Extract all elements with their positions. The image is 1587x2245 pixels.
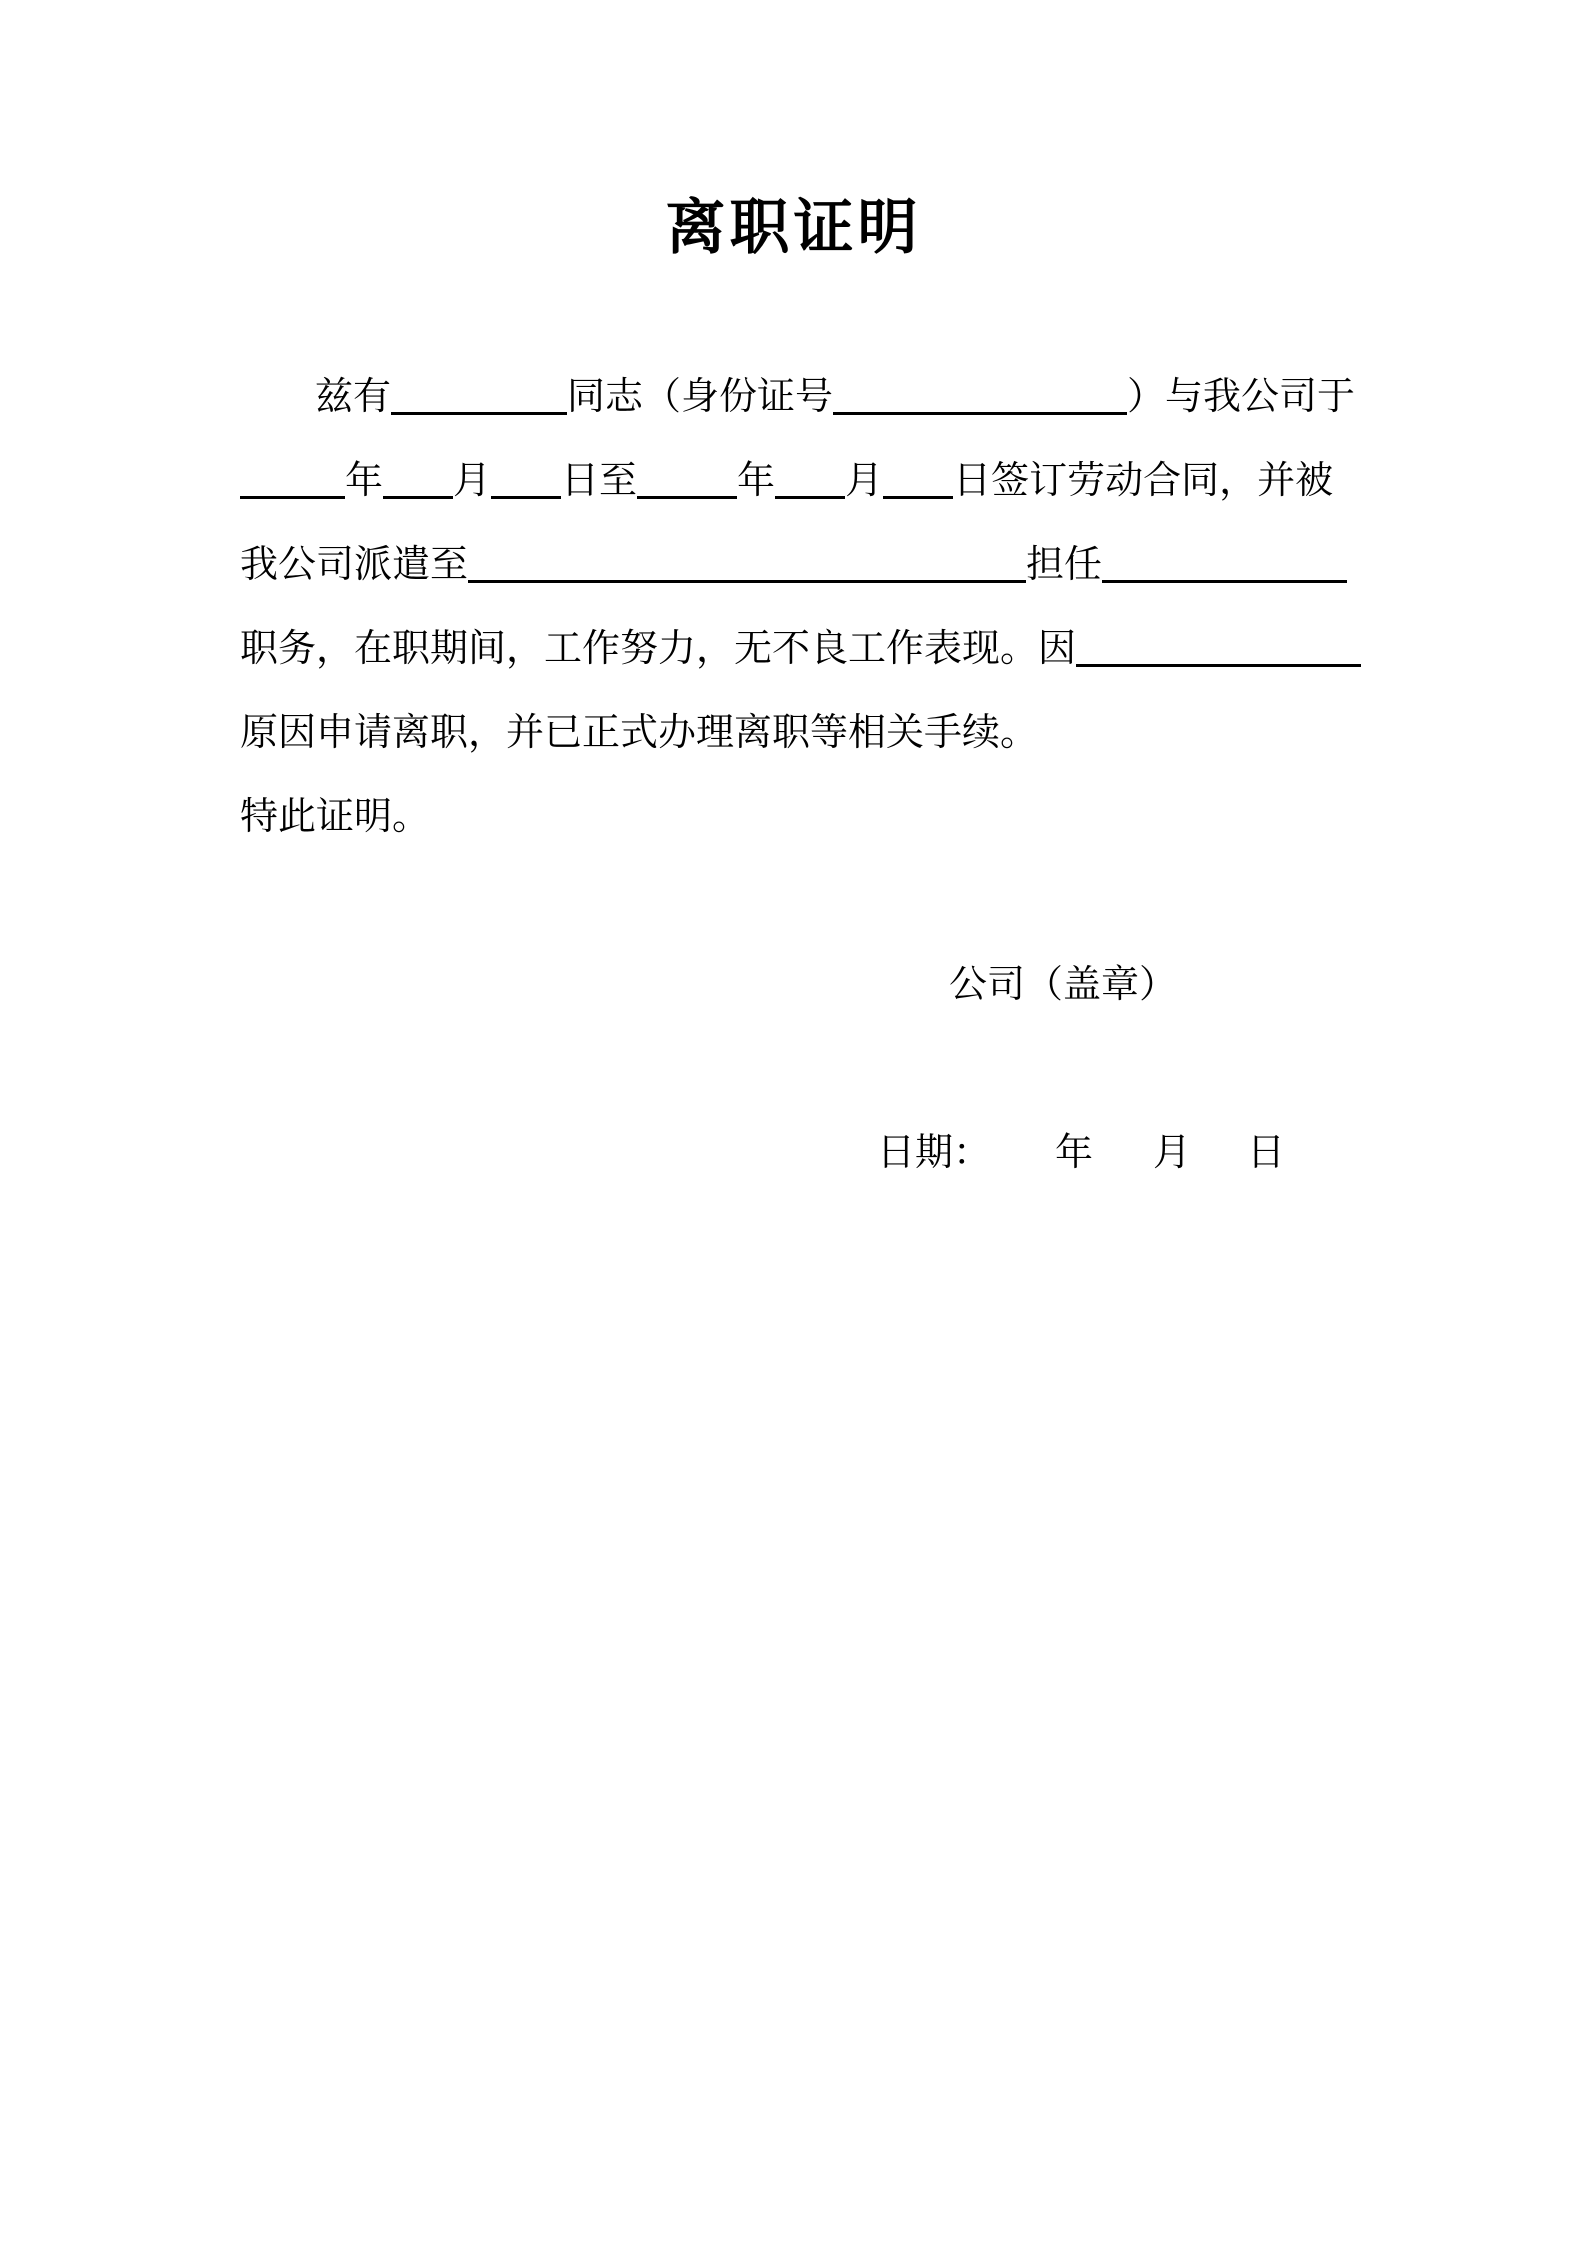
para-line-1 <box>240 355 1355 439</box>
document-title: 离职证明 <box>665 194 922 261</box>
company-seal-line <box>240 943 1355 1027</box>
para-line-2-text-9: 月 <box>845 460 884 502</box>
document-body <box>240 355 1355 1195</box>
blank-resign-reason[interactable] <box>1076 624 1361 667</box>
date-line-gap-3 <box>1093 1164 1153 1165</box>
spacer-line-1 <box>240 859 1355 943</box>
para-line-6-text-0: 特此证明。 <box>240 796 431 838</box>
company-seal-line-text-0: 公司（盖章） <box>949 964 1178 1006</box>
para-line-5 <box>240 691 1355 775</box>
para-line-2 <box>240 439 1355 523</box>
para-line-1-text-4: ）与我公司于 <box>1127 376 1356 418</box>
para-line-4-text-0: 职务，在职期间，工作努力，无不良工作表现。因 <box>240 628 1077 670</box>
blank-end-year[interactable] <box>637 456 737 499</box>
blank-id-number[interactable] <box>833 372 1127 415</box>
spacer-line-2 <box>240 1027 1355 1111</box>
blank-position[interactable] <box>1102 540 1347 583</box>
para-line-2-text-11: 日签订劳动合同，并被 <box>953 460 1334 502</box>
para-line-2-text-3: 月 <box>453 460 492 502</box>
date-line-text-4: 月 <box>1153 1132 1192 1174</box>
para-line-3 <box>240 523 1355 607</box>
para-line-2-text-5: 日至 <box>561 460 638 502</box>
date-line-gap-1 <box>991 1164 1055 1165</box>
date-line-text-0: 日期： <box>877 1132 992 1174</box>
para-line-2-text-7: 年 <box>737 460 776 502</box>
date-line <box>240 1111 1355 1195</box>
para-line-6 <box>240 775 1355 859</box>
blank-end-day[interactable] <box>883 456 953 499</box>
para-line-3-text-2: 担任 <box>1026 544 1103 586</box>
date-line-text-2: 年 <box>1055 1132 1094 1174</box>
blank-end-month[interactable] <box>775 456 845 499</box>
para-line-4 <box>240 607 1355 691</box>
para-line-1-text-2: 同志（身份证号 <box>567 376 834 418</box>
blank-dispatch-company[interactable] <box>468 540 1026 583</box>
para-line-3-text-0: 我公司派遣至 <box>240 544 469 586</box>
blank-employee-name[interactable] <box>391 372 567 415</box>
blank-start-month[interactable] <box>383 456 453 499</box>
date-line-text-6: 日 <box>1247 1132 1286 1174</box>
blank-start-day[interactable] <box>491 456 561 499</box>
para-line-1-text-0: 兹有 <box>315 376 392 418</box>
para-line-2-text-1: 年 <box>345 460 384 502</box>
para-line-5-text-0: 原因申请离职，并已正式办理离职等相关手续。 <box>240 712 1039 754</box>
date-line-gap-5 <box>1191 1164 1247 1165</box>
blank-start-year[interactable] <box>240 456 345 499</box>
